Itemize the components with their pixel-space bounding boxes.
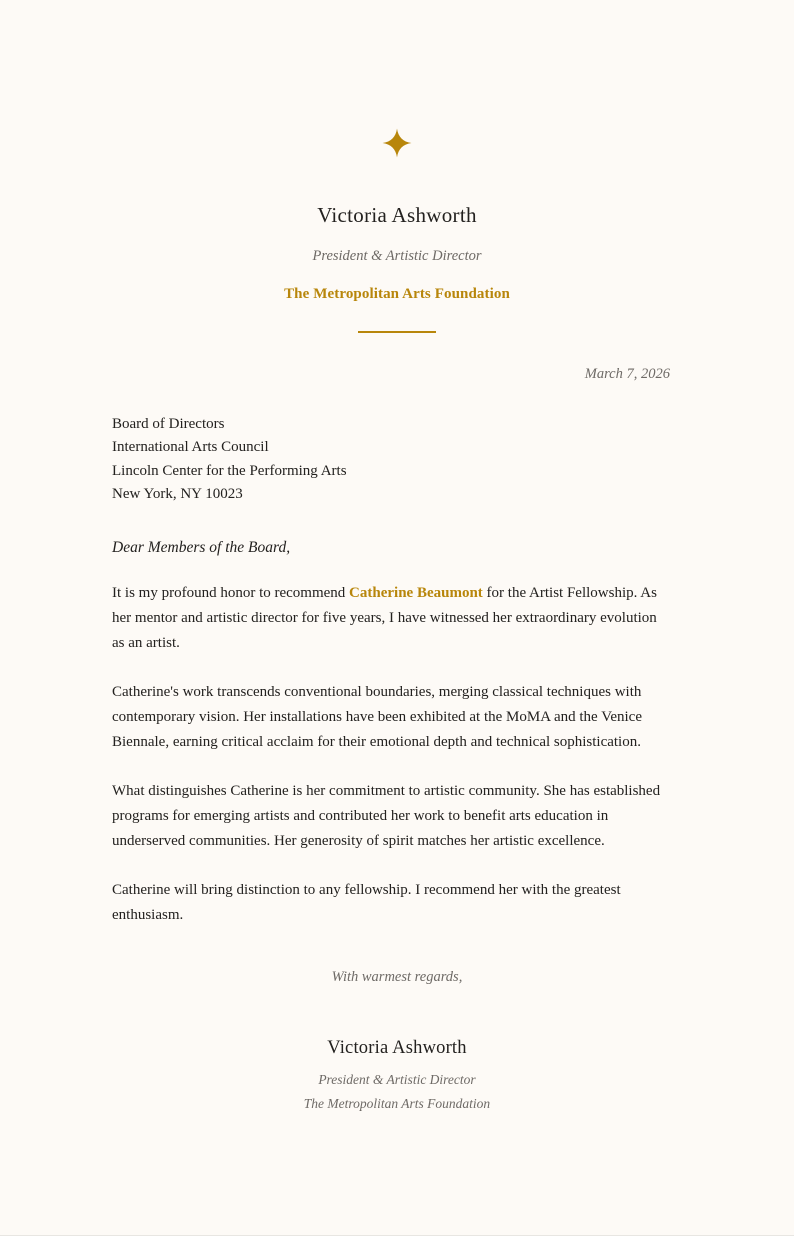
signature-block <box>112 968 682 1112</box>
signature-title: President & Artistic Director <box>318 1072 476 1088</box>
letterhead-organization: The Metropolitan Arts Foundation <box>284 285 510 302</box>
letterhead-title: President & Artistic Director <box>312 248 482 265</box>
body-paragraph-4: Catherine will bring distinction to any fellowship. I recommend her with the greatest enthusiasm. <box>112 881 621 923</box>
letterhead-divider <box>358 331 436 333</box>
signature-organization: The Metropolitan Arts Foundation <box>303 1095 491 1111</box>
candidate-name-highlight: Catherine Beaumont <box>349 584 483 601</box>
recipient-line: New York, NY 10023 <box>112 486 243 503</box>
letter-date: March 7, 2026 <box>584 365 670 382</box>
letterhead <box>112 0 682 333</box>
four-pointed-star-icon <box>382 128 412 158</box>
body-paragraph-2: Catherine's work transcends conventional boundaries, merging classical techniques with contemporary vision. Her installations have been exhibited at the MoMA and the Venice Biennale, earning critical acclaim for their emotional depth and technical sophistication. <box>112 683 643 750</box>
recipient-address-block <box>112 413 682 507</box>
recipient-line: Board of Directors <box>112 415 225 432</box>
salutation: Dear Members of the Board, <box>112 538 291 556</box>
body-paragraph-3: What distinguishes Catherine is her commitment to artistic community. She has established programs for emerging artists and contributed her work to benefit arts education in underserved communities. Her generosity of spirit matches her artistic excellence. <box>112 782 661 849</box>
recipient-line: International Arts Council <box>112 439 269 456</box>
signature-space <box>112 986 682 1036</box>
body-paragraph-1 <box>112 581 672 656</box>
paragraph-1-text-before: It is my profound honor to recommend <box>112 584 350 601</box>
paragraph-1-text-after: for the Artist Fellowship. As her mentor and artistic director for five years, I have witnessed her extraordinary evolution as an artist. <box>112 584 657 651</box>
letterhead-name: Victoria Ashworth <box>317 203 477 227</box>
signature-name: Victoria Ashworth <box>327 1038 467 1059</box>
signature-closing: With warmest regards, <box>331 968 463 985</box>
recipient-line: Lincoln Center for the Performing Arts <box>112 462 347 479</box>
